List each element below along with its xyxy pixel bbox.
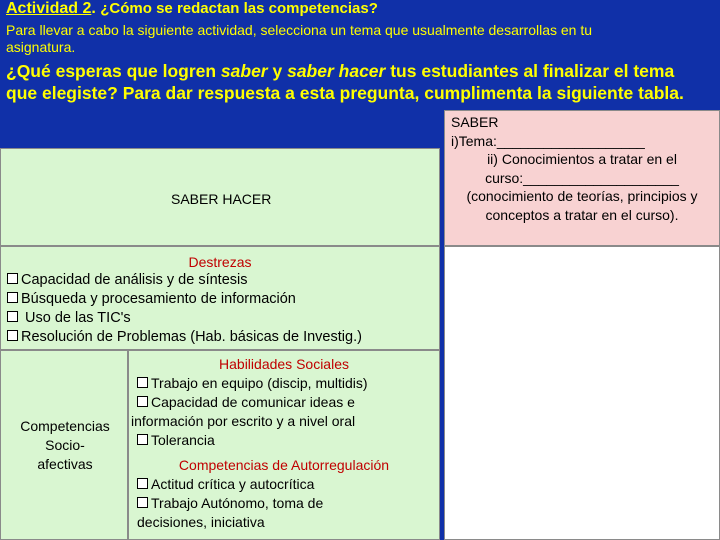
question-part-3: tus estudiantes al finalizar el tema que elegiste? Para dar respuesta a esta pregunta, cumplimenta la siguiente tabla. — [6, 61, 684, 103]
habilidad-item: Tolerancia — [129, 431, 439, 450]
checkbox-bullet-icon — [137, 478, 148, 489]
destreza-item: Capacidad de análisis y de síntesis — [1, 271, 439, 290]
autorregulacion-item: Actitud crítica y autocrítica — [129, 475, 439, 494]
intro-text: Para llevar a cabo la siguiente actividad, selecciona un tema que usualmente desarrollas en tu asignatura. — [6, 22, 593, 55]
checkbox-bullet-icon — [137, 396, 148, 407]
question-em-saber-hacer: saber hacer — [287, 61, 386, 81]
checkbox-bullet-icon — [137, 434, 148, 445]
autorregulacion-item: Trabajo Autónomo, toma de — [129, 494, 439, 513]
saber-title: SABER — [451, 114, 499, 130]
destreza-item: Búsqueda y procesamiento de información — [1, 290, 439, 309]
activity-separator: . — [91, 0, 96, 17]
checkbox-bullet-icon — [7, 311, 18, 322]
checkbox-bullet-icon — [7, 273, 18, 284]
destrezas-title: Destrezas — [188, 254, 252, 270]
activity-subtitle: ¿Cómo se redactan las competencias? — [100, 0, 378, 17]
habilidades-cell — [128, 350, 440, 540]
competencias-label-cell — [0, 350, 128, 540]
question-part-2: y — [267, 61, 288, 81]
activity-label: Actividad 2 — [6, 0, 92, 17]
destrezas-cell — [0, 246, 440, 350]
question-em-saber: saber — [220, 61, 268, 81]
autorregulacion-item-continued: decisiones, iniciativa — [137, 514, 265, 530]
question-part-1: ¿Qué esperas que logren — [6, 61, 221, 81]
habilidades-title: Habilidades Sociales — [219, 356, 349, 372]
blank-answer-cell — [444, 246, 720, 540]
question-text — [6, 60, 706, 104]
saber-hacer-label: SABER HACER — [171, 191, 272, 207]
destreza-item: Uso de las TIC's — [1, 309, 439, 328]
habilidad-item: Capacidad de comunicar ideas e — [129, 393, 439, 412]
autorregulacion-title: Competencias de Autorregulación — [178, 457, 390, 473]
habilidad-item: Trabajo en equipo (discip, multidis) — [129, 374, 439, 393]
saber-conocimientos: ii) Conocimientos a tratar en el curso:____________________ — [485, 151, 679, 186]
checkbox-bullet-icon — [7, 330, 18, 341]
saber-nota: (conocimiento de teorías, principios y conceptos a tratar en el curso). — [466, 188, 698, 223]
checkbox-bullet-icon — [7, 292, 18, 303]
saber-tema: i)Tema:___________________ — [451, 132, 645, 149]
activity-title — [6, 0, 378, 18]
checkbox-bullet-icon — [137, 497, 148, 508]
saber-cell — [444, 110, 720, 246]
checkbox-bullet-icon — [137, 377, 148, 388]
destreza-item: Resolución de Problemas (Hab. básicas de Investig.) — [1, 328, 439, 347]
saber-hacer-cell — [0, 148, 440, 246]
habilidad-item-continued: información por escrito y a nivel oral — [131, 413, 356, 429]
competencias-label: Competencias Socio- afectivas — [20, 418, 110, 472]
